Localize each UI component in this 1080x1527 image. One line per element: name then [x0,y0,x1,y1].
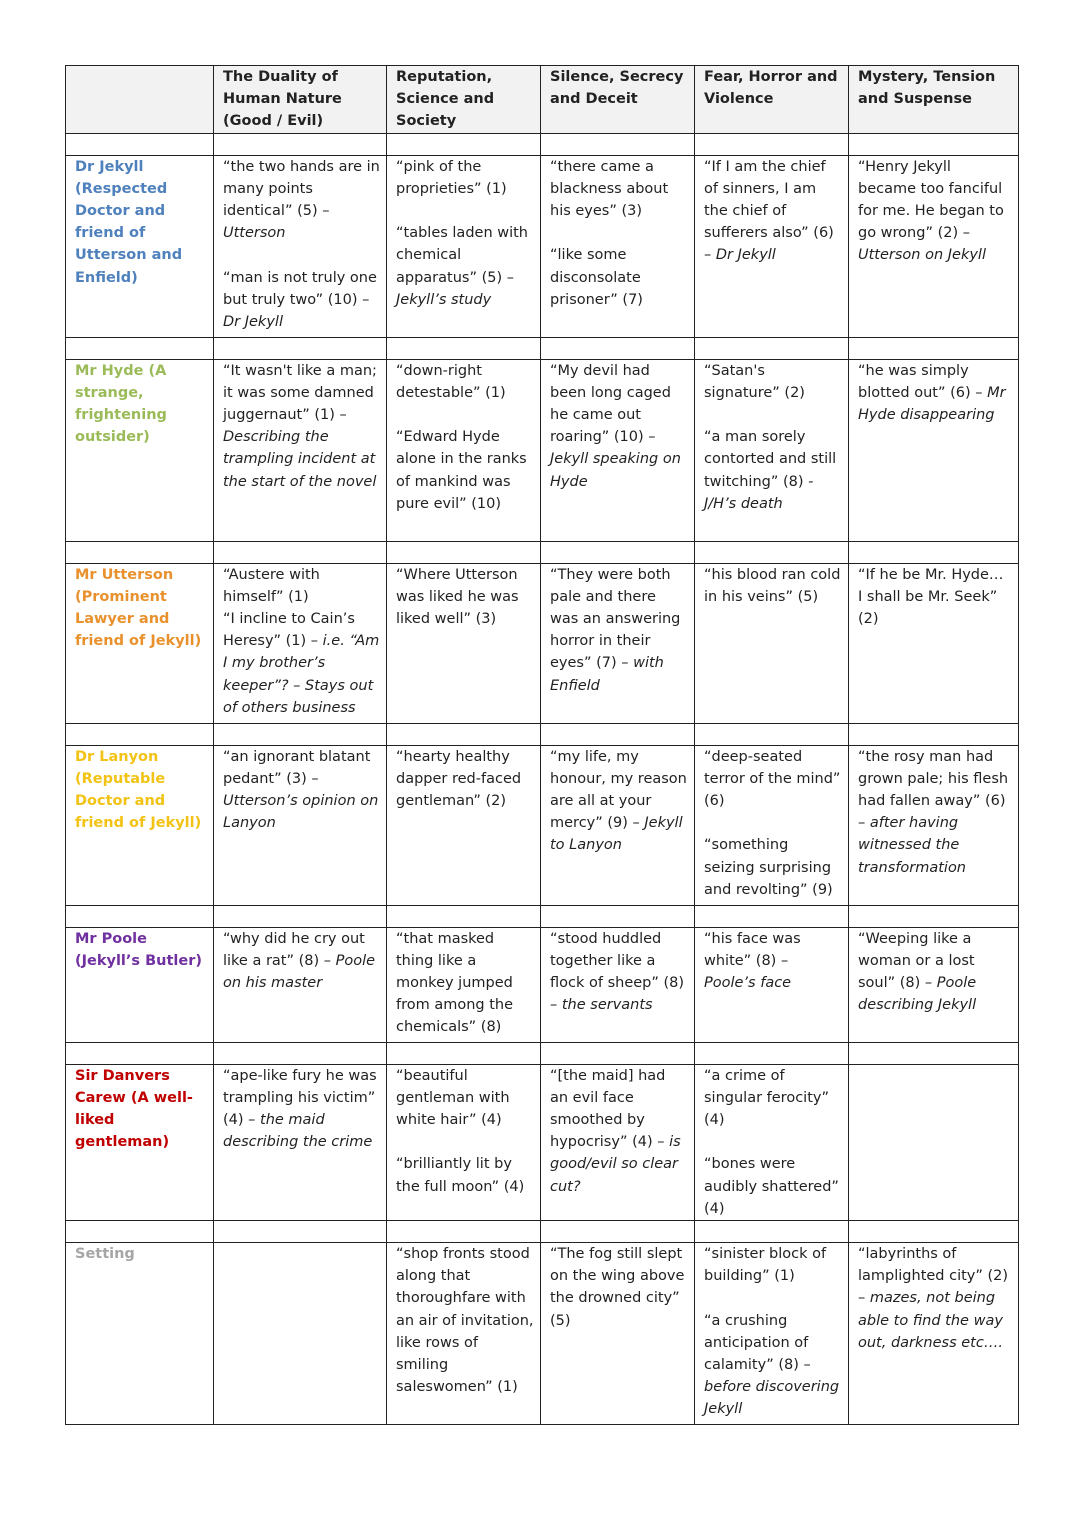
quote-text: “his face was white” (8) – [704,930,801,969]
quote-cell-fear [695,563,849,723]
quote-cell-mystery [849,155,1019,337]
header-fear: Fear, Horror and Violence [695,66,849,134]
quote-text: “a crime of singular ferocity” (4) [704,1067,829,1129]
spacer-cell [849,133,1019,155]
quote-text: “Austere with himself” (1) [223,566,320,605]
quote-cell-duality [214,745,387,905]
quote-text: “Edward Hyde alone in the ranks of mankind was pure evil” (10) [396,429,527,512]
quote-note: – Dr Jekyll [704,247,776,264]
spacer-cell [214,905,387,927]
quote-note: Jekyll’s study [396,291,492,308]
quote [223,928,380,995]
spacer-cell [541,723,695,745]
quote-text: “pink of the proprieties” (1) [396,158,507,197]
character-row [66,745,1019,905]
quote-cell-duality [214,1243,387,1425]
quote-cell-mystery [849,1243,1019,1425]
spacer-row [66,1221,1019,1243]
spacer-row [66,541,1019,563]
quote [858,360,1012,427]
spacer-row [66,337,1019,359]
spacer-cell [695,1221,849,1243]
quote [550,360,688,493]
header-mystery: Mystery, Tension and Suspense [849,66,1019,134]
spacer-cell [214,337,387,359]
quote-text: “a man sorely contorted and still twitching” (8) [704,429,837,490]
quote-text: “brilliantly lit by the full moon” (4) [396,1156,525,1195]
character-name: Sir Danvers Carew (A well-liked gentleman) [66,1064,214,1220]
spacer-cell [541,337,695,359]
quote-note: Utterson on Jekyll [858,247,986,264]
character-name: Dr Lanyon (Reputable Doctor and friend of Jekyll) [66,745,214,905]
quote-text: “that masked thing like a monkey jumped from among the chemicals” (8) [396,930,514,1036]
quote-cell-fear [695,1243,849,1425]
quote [396,928,534,1039]
spacer-cell [849,723,1019,745]
quote-cell-mystery [849,745,1019,905]
header-row [66,66,1019,134]
spacer-cell [541,905,695,927]
spacer-cell [214,1221,387,1243]
quote [223,746,380,835]
spacer-row [66,1042,1019,1064]
spacer-cell [849,1042,1019,1064]
header-corner [66,66,214,134]
quote [704,834,842,901]
quote-note: i.e. “Am I my brother’s keeper”? – Stays out of others business [223,633,380,716]
quote [223,267,380,334]
quote [550,1065,688,1198]
quote [858,928,1012,1017]
spacer-cell [387,337,541,359]
quote-text: “his blood ran cold in his veins” (5) [704,566,841,605]
spacer-row [66,905,1019,927]
quote-cell-reputation [387,1243,541,1425]
quote-cell-mystery [849,1064,1019,1220]
character-row [66,155,1019,337]
quote-text: “My devil had been long caged he came out roaring” (10) – [550,362,671,446]
quote-note: Jekyll speaking on Hyde [550,451,681,490]
spacer-cell [66,723,214,745]
spacer-cell [695,133,849,155]
quote [396,426,534,515]
quotes-table [65,65,1019,1425]
quote-text: “beautiful gentleman with white hair” (4) [396,1067,510,1129]
quote-text: “If I am the chief of sinners, I am the chief of sufferers also” (6) [704,158,834,242]
quote-cell-reputation [387,1064,541,1220]
quote-text: “Satan's signature” (2) [704,362,805,401]
quote-cell-silence [541,1064,695,1220]
quote-cell-duality [214,359,387,541]
quote-note: with Enfield [550,655,664,694]
quote-text: “my life, my honour, my reason are all at your mercy” (9) – [550,748,687,832]
spacer-cell [695,905,849,927]
quote [858,1243,1012,1354]
quote-text: “Where Utterson was liked he was liked well” (3) [396,566,519,628]
spacer-cell [695,541,849,563]
quote [550,244,688,311]
spacer-row [66,723,1019,745]
spacer-cell [66,133,214,155]
quote-text: “They were both pale and there was an answering horror in their eyes” (7) – [550,566,681,672]
quote [704,564,842,608]
quote-text: “sinister block of building” (1) [704,1246,827,1285]
quote-cell-fear [695,359,849,541]
header-silence: Silence, Secrecy and Deceit [541,66,695,134]
spacer-cell [541,133,695,155]
quote-text: “Henry Jekyll became too fanciful for me. He began to go wrong” (2) – [858,158,1004,242]
quote-cell-mystery [849,927,1019,1042]
spacer-cell [387,1221,541,1243]
header-reputation: Reputation, Science and Society [387,66,541,134]
quote-cell-reputation [387,563,541,723]
quote-cell-silence [541,1243,695,1425]
quote-cell-silence [541,927,695,1042]
quote [704,746,842,813]
quote [550,746,688,857]
quote [396,1153,534,1197]
quote-cell-fear [695,745,849,905]
quote-note: Describing the trampling incident at the start of the novel [223,429,377,490]
spacer-cell [387,1042,541,1064]
quote [550,156,688,223]
quote-text: “deep-seated terror of the mind” (6) [704,748,841,810]
character-name: Mr Hyde (A strange, frightening outsider) [66,359,214,541]
quote-note: is good/evil so clear cut? [550,1134,681,1195]
quote-text: “stood huddled together like a flock of sheep” (8) – [550,930,685,1014]
quote-note: Utterson’s opinion on Lanyon [223,793,379,832]
character-row [66,359,1019,541]
quote [704,360,842,404]
spacer-cell [849,1221,1019,1243]
quote [858,746,1012,879]
quote [396,1243,534,1398]
spacer-cell [66,541,214,563]
quote [223,608,380,719]
quote [396,360,534,404]
quote-text: “The fog still slept on the wing above the drowned city” (5) [550,1246,685,1329]
spacer-cell [541,1042,695,1064]
quote-cell-mystery [849,359,1019,541]
quote [396,222,534,311]
quote-text: “why did he cry out like a rat” (8) – [223,930,365,969]
quote-text: “the rosy man had grown pale; his flesh had fallen away” (6) – [858,748,1009,832]
spacer-cell [541,541,695,563]
spacer-cell [214,541,387,563]
quote-note: Jekyll to Lanyon [550,815,683,854]
quote-cell-silence [541,745,695,905]
spacer-cell [849,905,1019,927]
spacer-cell [387,133,541,155]
quote [704,1065,842,1132]
quote [704,426,842,515]
character-name: Mr Utterson (Prominent Lawyer and friend of Jekyll) [66,563,214,723]
quote [396,1065,534,1132]
spacer-cell [387,723,541,745]
quote [223,360,380,493]
quote-note: the servants [561,997,653,1014]
spacer-cell [66,905,214,927]
quote-note: - J/H’s death [704,473,814,512]
quote-cell-mystery [849,563,1019,723]
spacer-cell [387,541,541,563]
spacer-row [66,133,1019,155]
quote-text: “a crushing anticipation of calamity” (8) – [704,1312,811,1374]
quote-text: “Weeping like a woman or a lost soul” (8) – [858,930,975,992]
spacer-cell [695,1042,849,1064]
quote-text: “I incline to Cain’s Heresy” (1) – [223,611,355,650]
quote-cell-reputation [387,745,541,905]
quote [858,564,1012,631]
spacer-cell [849,541,1019,563]
quote-text: “tables laden with chemical apparatus” (5) – [396,225,529,286]
quote-cell-fear [695,155,849,337]
quote-note: the maid describing the crime [223,1112,373,1151]
quote-text: “labyrinths of lamplighted city” (2) – [858,1246,1009,1307]
quote [550,564,688,697]
quotes-table-body [66,66,1019,1425]
quote [704,1310,842,1421]
quote-cell-fear [695,927,849,1042]
quote-cell-silence [541,563,695,723]
quote-text: “If he be Mr. Hyde… I shall be Mr. Seek” (2) [858,566,1004,628]
quote [704,928,842,995]
quote-text: “man is not truly one but truly two” (10) – [223,269,377,308]
quote-cell-duality [214,1064,387,1220]
quote-text: “the two hands are in many points identical” (5) – [223,158,380,220]
quote-note: Utterson [223,225,286,242]
quote-text: “he was simply blotted out” (6) – [858,362,988,401]
character-row [66,1064,1019,1220]
quote-note: mazes, not being able to find the way out, darkness etc…. [858,1290,1003,1351]
character-row [66,927,1019,1042]
character-name: Mr Poole (Jekyll’s Butler) [66,927,214,1042]
spacer-cell [695,337,849,359]
quote [704,1243,842,1287]
quote-text: “hearty healthy dapper red-faced gentleman” (2) [396,748,522,810]
quote-text: “an ignorant blatant pedant” (3) – [223,748,371,787]
quote [550,1243,688,1332]
quote [704,156,842,267]
spacer-cell [66,1042,214,1064]
quote-cell-reputation [387,359,541,541]
spacer-cell [695,723,849,745]
spacer-cell [214,1042,387,1064]
quote-cell-duality [214,927,387,1042]
quote-note: after having witnessed the transformation [858,815,966,876]
quote [704,1153,842,1220]
character-row [66,563,1019,723]
quote-cell-reputation [387,927,541,1042]
character-name: Setting [66,1243,214,1425]
quote-note: Mr Hyde disappearing [858,384,1006,424]
spacer-cell [66,1221,214,1243]
quote-text: “bones were audibly shattered” (4) [704,1156,839,1217]
quote [550,928,688,1017]
quote [223,564,380,608]
quote-cell-silence [541,359,695,541]
quote-cell-reputation [387,155,541,337]
quote [223,156,380,245]
quote [396,156,534,200]
spacer-cell [541,1221,695,1243]
quote-note: Poole’s face [704,975,792,992]
quote [396,564,534,631]
quote [858,156,1012,267]
quote-cell-duality [214,563,387,723]
quote-note: Poole on his master [223,952,376,992]
quote-text: “[the maid] had an evil face smoothed by hypocrisy” (4) – [550,1067,670,1151]
quote [396,746,534,813]
quote-text: “ape-like fury he was trampling his victim” (4) – [223,1067,377,1129]
quote-cell-fear [695,1064,849,1220]
spacer-cell [214,723,387,745]
spacer-cell [66,337,214,359]
quote-note: before discovering Jekyll [704,1379,840,1418]
character-name: Dr Jekyll (Respected Doctor and friend of Utterson and Enfield) [66,155,214,337]
quote-text: “It wasn't like a man; it was some damned juggernaut” (1) – [223,362,377,424]
header-duality: The Duality of Human Nature (Good / Evil) [214,66,387,134]
quote [223,1065,380,1154]
quote-cell-duality [214,155,387,337]
quote-text: “down-right detestable” (1) [396,362,506,401]
quote-text: “like some disconsolate prisoner” (7) [550,247,643,308]
quote-note: Dr Jekyll [223,314,283,331]
quote-note: Poole describing Jekyll [858,975,977,1014]
spacer-cell [849,337,1019,359]
spacer-cell [214,133,387,155]
character-row [66,1243,1019,1425]
quote-text: “something seizing surprising and revolting” (9) [704,837,833,898]
quote-text: “shop fronts stood along that thoroughfare with an air of invitation, like rows of smiling saleswomen” (1) [396,1246,534,1396]
quote-text: “there came a blackness about his eyes” (3) [550,158,669,220]
spacer-cell [387,905,541,927]
quote-cell-silence [541,155,695,337]
